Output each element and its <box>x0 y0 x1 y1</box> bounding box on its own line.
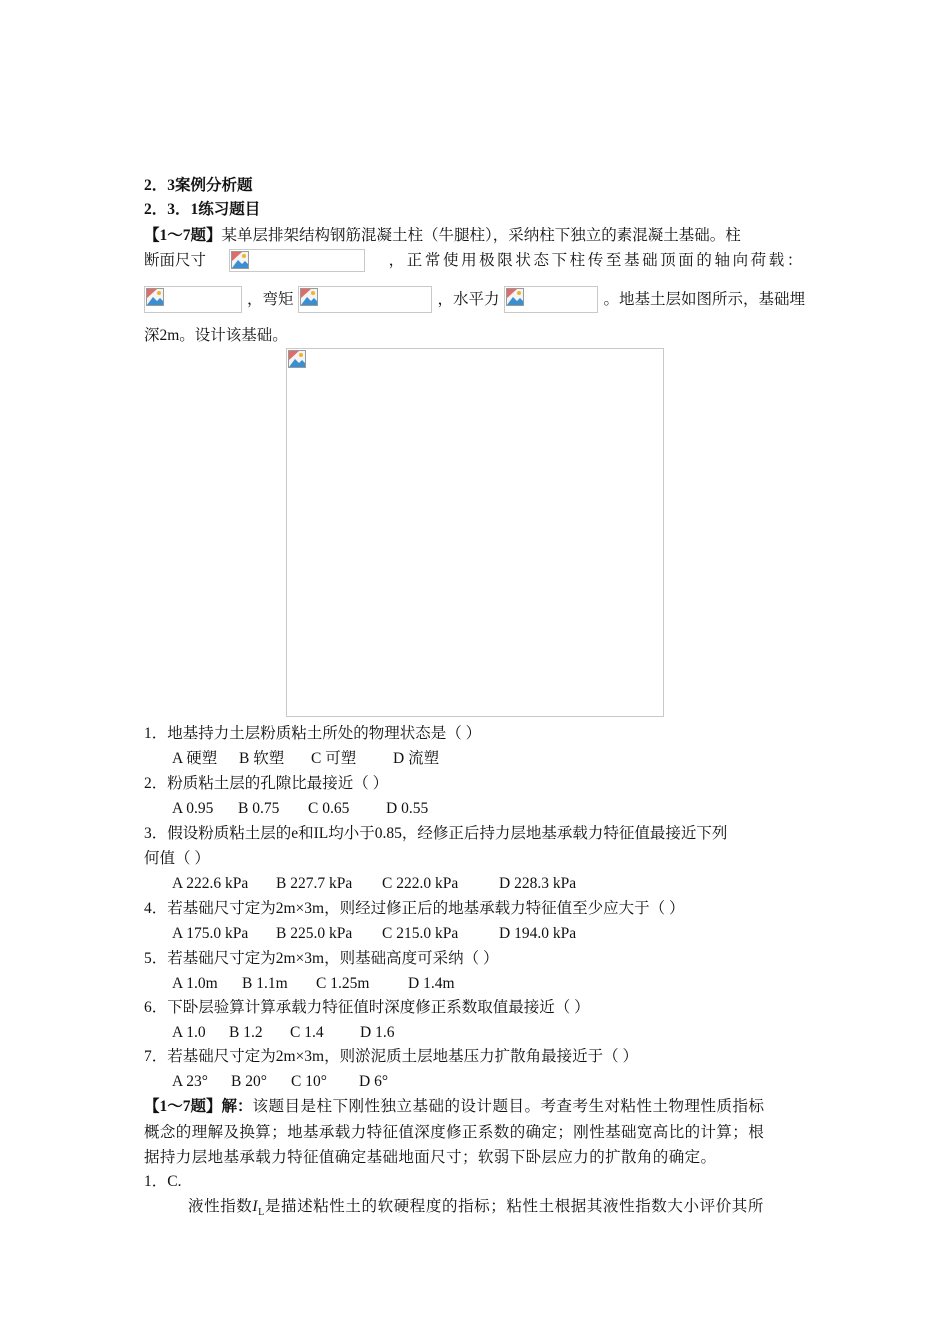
option: D 194.0 kPa <box>499 925 577 942</box>
option: D 228.3 kPa <box>499 875 577 892</box>
option: C 1.4 <box>290 1024 324 1041</box>
question-6-options <box>172 1022 394 1044</box>
horizontal-force-label: ，水平力 <box>437 290 500 308</box>
option: C 0.65 <box>308 800 350 817</box>
option: D 1.6 <box>360 1024 395 1041</box>
option: C 1.25m <box>316 975 370 992</box>
question-2-options <box>172 798 428 820</box>
broken-image-icon <box>146 288 164 306</box>
broken-image-icon <box>288 350 306 368</box>
question-1: 1．地基持力土层粉质粘土所处的物理状态是（ ） <box>144 725 482 742</box>
liquidity-index-subscript: L <box>258 1207 265 1219</box>
problem-intro-line-1 <box>144 225 805 247</box>
section-heading: 2．3案例分析题 <box>144 177 253 194</box>
problem-intro-line-4: 深2m。设计该基础。 <box>144 327 288 344</box>
option: B 1.2 <box>229 1024 263 1041</box>
option: A 23° <box>172 1073 208 1090</box>
broken-image-icon <box>300 288 318 306</box>
question-7-options <box>172 1071 388 1093</box>
moment-label: ，弯矩 <box>246 290 294 308</box>
problem-intro-line-3 <box>144 286 805 313</box>
question-3-options <box>172 873 576 895</box>
broken-image-icon <box>506 288 524 306</box>
option: D 1.4m <box>408 975 455 992</box>
question-1-options <box>172 748 439 770</box>
explanation-text: 是描述粘性土的软硬程度的指标；粘性土根据其液性指数大小评价其所 <box>264 1198 764 1215</box>
option: A 0.95 <box>172 800 214 817</box>
foundation-depth-text: 。地基土层如图所示，基础埋 <box>603 290 805 308</box>
answer-1-explanation <box>188 1196 764 1224</box>
option: C 215.0 kPa <box>382 925 459 942</box>
problem-intro-line-2 <box>144 249 805 272</box>
question-4: 4．若基础尺寸定为2m×3m，则经过修正后的地基承载力特征值至少应大于（ ） <box>144 900 685 917</box>
question-3-continued: 何值（ ） <box>144 850 210 867</box>
option: C 可塑 <box>311 750 357 767</box>
problem-tag: 【1～7题】 <box>144 227 222 244</box>
option: B 0.75 <box>238 800 280 817</box>
option: B 20° <box>231 1073 267 1090</box>
soil-layer-figure <box>286 348 664 717</box>
section-size-image <box>229 249 365 272</box>
question-7: 7．若基础尺寸定为2m×3m，则淤泥质土层地基压力扩散角最接近于（ ） <box>144 1048 638 1065</box>
solution-tag: 【1～7题】解： <box>144 1098 253 1115</box>
explanation-text: 液性指数 <box>188 1198 253 1215</box>
option: C 222.0 kPa <box>382 875 459 892</box>
axial-load-image <box>144 286 242 313</box>
subsection-heading: 2．3．1练习题目 <box>144 201 261 218</box>
question-5-options <box>172 973 455 995</box>
question-4-options <box>172 923 576 945</box>
option: D 0.55 <box>386 800 429 817</box>
option: D 6° <box>359 1073 389 1090</box>
horizontal-force-image <box>504 286 598 313</box>
option: A 175.0 kPa <box>172 925 249 942</box>
axial-load-label: ，正常使用极限状态下柱传至基础顶面的轴向荷载： <box>388 251 805 269</box>
section-size-label: 断面尺寸 <box>144 251 207 269</box>
question-3: 3．假设粉质粘土层的e和IL均小于0.85，经修正后持力层地基承载力特征值最接近下列 <box>144 825 728 842</box>
solution-line-3: 据持力层地基承载力特征值确定基础地面尺寸；软弱下卧层应力的扩散角的确定。 <box>144 1149 717 1166</box>
question-5: 5．若基础尺寸定为2m×3m，则基础高度可采纳（ ） <box>144 950 499 967</box>
option: B 软塑 <box>239 750 285 767</box>
option: A 硬塑 <box>172 750 218 767</box>
problem-text: 某单层排架结构钢筋混凝土柱（牛腿柱），采纳柱下独立的素混凝土基础。柱 <box>221 227 741 244</box>
option: A 222.6 kPa <box>172 875 249 892</box>
solution-text: 概念的理解及换算；地基承载力特征值深度修正系数的确定；刚性基础宽高比的计算；根 <box>144 1124 765 1141</box>
option: B 1.1m <box>242 975 288 992</box>
option: B 227.7 kPa <box>276 875 353 892</box>
option: D 流塑 <box>393 750 440 767</box>
question-2: 2．粉质粘土层的孔隙比最接近（ ） <box>144 775 389 792</box>
option: A 1.0 <box>172 1024 206 1041</box>
moment-image <box>298 286 432 313</box>
option: C 10° <box>291 1073 327 1090</box>
solution-text: 该题目是柱下刚性独立基础的设计题目。考查考生对粘性土物理性质指标 <box>252 1098 765 1115</box>
solution-line-2 <box>144 1122 805 1144</box>
option: B 225.0 kPa <box>276 925 353 942</box>
option: A 1.0m <box>172 975 218 992</box>
solution-line-1 <box>144 1096 805 1118</box>
broken-image-icon <box>231 251 249 269</box>
answer-1: 1．C. <box>144 1173 182 1190</box>
question-6: 6．下卧层验算计算承载力特征值时深度修正系数取值最接近（ ） <box>144 999 590 1016</box>
liquidity-index-symbol: I <box>252 1198 259 1215</box>
